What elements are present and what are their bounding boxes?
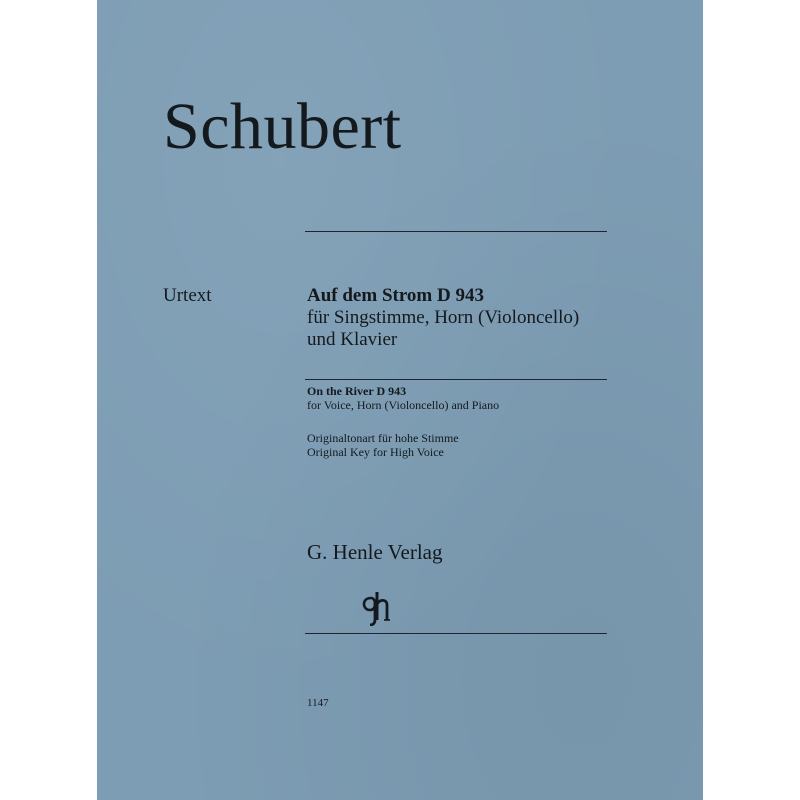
edition-label: Urtext	[163, 285, 212, 306]
title-german-line3: und Klavier	[307, 329, 398, 350]
composer-name: Schubert	[163, 90, 402, 163]
publisher-name: G. Henle Verlag	[307, 540, 443, 564]
title-english-line2: for Voice, Horn (Violoncello) and Piano	[307, 398, 500, 412]
title-english	[307, 384, 499, 412]
key-note-german: Originaltonart für hohe Stimme	[307, 431, 459, 445]
key-note	[307, 431, 459, 459]
key-note-english: Original Key for High Voice	[307, 445, 444, 459]
title-german	[307, 285, 579, 351]
title-german-line2: für Singstimme, Horn (Violoncello)	[307, 307, 580, 328]
catalog-number: 1147	[307, 697, 329, 709]
divider-bottom	[305, 633, 607, 634]
divider-top	[305, 231, 607, 232]
henle-gh-monogram-icon	[360, 590, 394, 626]
title-english-main: On the River D 943	[307, 384, 407, 398]
divider-middle	[305, 379, 607, 380]
title-german-main: Auf dem Strom D 943	[307, 285, 484, 306]
